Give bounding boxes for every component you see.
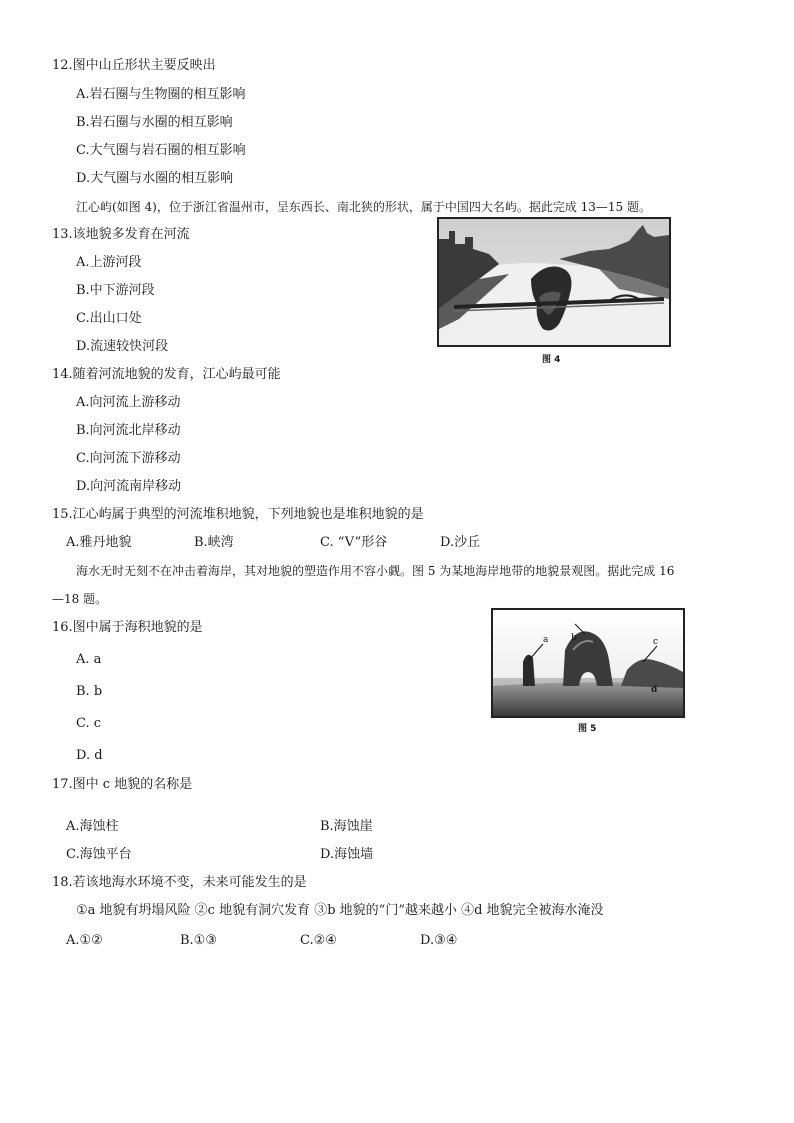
q15-option-d: D.沙丘 bbox=[440, 535, 481, 550]
q18-option-c: C.②④ bbox=[300, 933, 337, 948]
q13-option-d: D.流速较快河段 bbox=[76, 339, 169, 354]
q16-stem: 16.图中属于海积地貌的是 bbox=[52, 620, 203, 635]
coastal-landform-image bbox=[493, 610, 683, 716]
q18-statements: ①a 地貌有坍塌风险 ②c 地貌有洞穴发育 ③b 地貌的“门”越来越小 ④d 地貌完全被海水淹没 bbox=[76, 903, 604, 918]
q12-option-b: B.岩石圈与水圈的相互影响 bbox=[76, 115, 233, 130]
q16-option-a: A. a bbox=[76, 652, 102, 667]
figure-5-caption: 图 5 bbox=[578, 724, 597, 734]
q15-option-a: A.雅丹地貌 bbox=[66, 535, 132, 550]
q12-stem: 12.图中山丘形状主要反映出 bbox=[52, 58, 216, 73]
q17-stem: 17.图中 c 地貌的名称是 bbox=[52, 777, 193, 792]
intro-jiangxinyu: 江心屿(如图 4)，位于浙江省温州市，呈东西长、南北狭的形状，属于中国四大名屿。据此完成 13—15 题。 bbox=[76, 200, 651, 214]
q17-option-c: C.海蚀平台 bbox=[66, 847, 132, 862]
intro-coastal-line2: —18 题。 bbox=[52, 592, 108, 606]
figure-5-label-b: b bbox=[571, 633, 577, 643]
q13-stem: 13.该地貌多发育在河流 bbox=[52, 227, 190, 242]
q16-option-b: B. b bbox=[76, 684, 103, 699]
q15-option-b: B.峡湾 bbox=[194, 535, 234, 550]
figure-5-label-c: c bbox=[653, 637, 659, 647]
q18-option-b: B.①③ bbox=[180, 933, 217, 948]
q15-option-c: C. “V”形谷 bbox=[320, 535, 388, 550]
q14-stem: 14.随着河流地貌的发育，江心屿最可能 bbox=[52, 367, 281, 382]
q14-option-b: B.向河流北岸移动 bbox=[76, 423, 181, 438]
figure-5-photo bbox=[491, 608, 685, 718]
q17-option-a: A.海蚀柱 bbox=[66, 819, 119, 834]
q14-option-c: C.向河流下游移动 bbox=[76, 451, 181, 466]
q18-stem: 18.若该地海水环境不变，未来可能发生的是 bbox=[52, 875, 307, 890]
figure-4-caption: 图 4 bbox=[542, 355, 561, 365]
q13-option-b: B.中下游河段 bbox=[76, 283, 155, 298]
q18-option-a: A.①② bbox=[66, 933, 103, 948]
q16-option-d: D. d bbox=[76, 748, 103, 763]
river-island-image bbox=[439, 219, 669, 345]
q18-option-d: D.③④ bbox=[420, 933, 458, 948]
figure-5-label-d: d bbox=[651, 685, 658, 695]
q13-option-a: A.上游河段 bbox=[76, 255, 142, 270]
q17-option-b: B.海蚀崖 bbox=[320, 819, 373, 834]
q16-option-c: C. c bbox=[76, 716, 102, 731]
q12-option-c: C.大气圈与岩石圈的相互影响 bbox=[76, 143, 246, 158]
q14-option-d: D.向河流南岸移动 bbox=[76, 479, 182, 494]
q15-stem: 15.江心屿属于典型的河流堆积地貌，下列地貌也是堆积地貌的是 bbox=[52, 507, 424, 522]
q12-option-d: D.大气圈与水圈的相互影响 bbox=[76, 171, 234, 186]
figure-4-photo bbox=[437, 217, 671, 347]
q12-option-a: A.岩石圈与生物圈的相互影响 bbox=[76, 87, 246, 102]
intro-coastal-line1: 海水无时无刻不在冲击着海岸，其对地貌的塑造作用不容小觑。图 5 为某地海岸地带的地貌景观图。据此完成 16 bbox=[76, 564, 675, 578]
q14-option-a: A.向河流上游移动 bbox=[76, 395, 181, 410]
q17-option-d: D.海蚀墙 bbox=[320, 847, 374, 862]
q13-option-c: C.出山口处 bbox=[76, 311, 142, 326]
figure-5-label-a: a bbox=[543, 635, 549, 645]
